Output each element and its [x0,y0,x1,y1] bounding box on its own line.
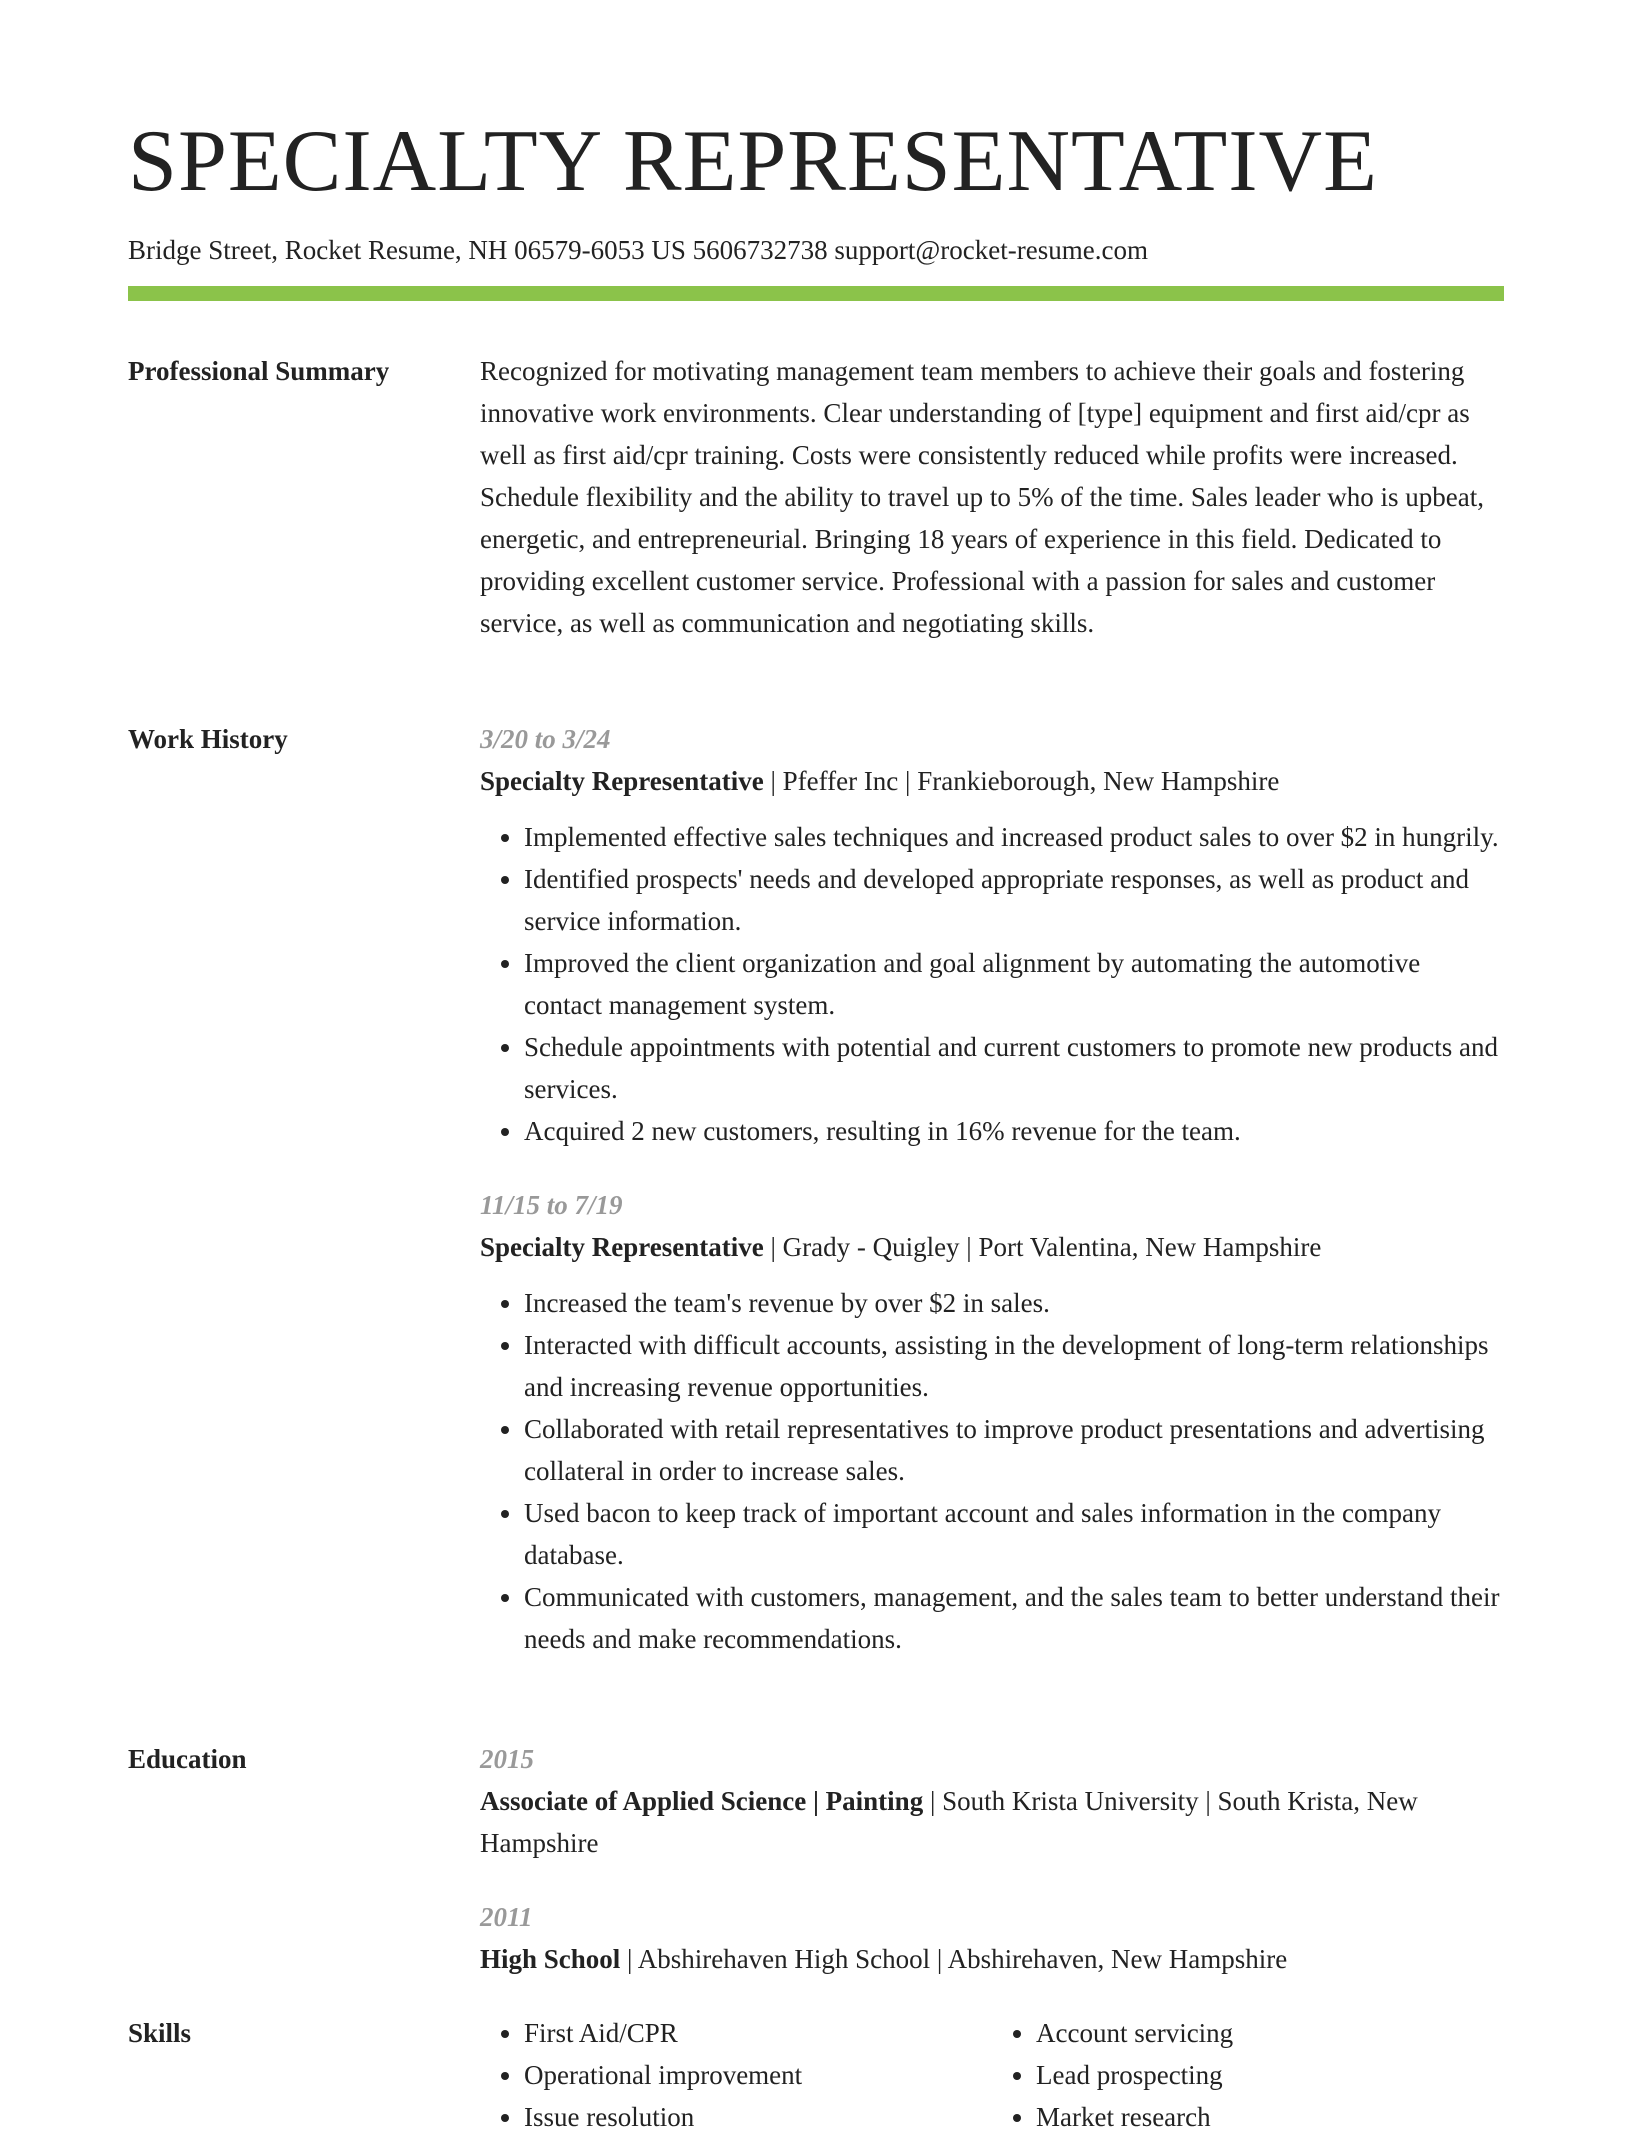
job-dates: 11/15 to 7/19 [480,1190,623,1220]
education-degree: High School [480,1944,621,1974]
job-heading [480,1226,1504,1268]
education-details: | Abshirehaven High School | Abshirehaven, New Hampshire [620,1944,1288,1974]
skill-item: • First Aid/CPR [524,2012,992,2054]
job-bullet: • Implemented effective sales techniques and increased product sales to over $2 in hungrily. [524,816,1504,858]
work-title: Work History [128,724,288,754]
education-degree: Associate of Applied Science | Painting [480,1786,924,1816]
job-entry [480,718,1504,1152]
education-year: 2011 [480,1902,533,1932]
job-bullets [480,816,1504,1152]
job-dates: 3/20 to 3/24 [480,724,611,754]
education-heading [480,1938,1504,1980]
skill-item: • Market research [1036,2096,1504,2138]
contact-line: Bridge Street, Rocket Resume, NH 06579-6053 US 5606732738 support@rocket-resume.com [128,235,1148,265]
skill-item: • Lead prospecting [1036,2054,1504,2096]
job-bullet: • Schedule appointments with potential and current customers to promote new products and services. [524,1026,1504,1110]
job-bullet: • Used bacon to keep track of important account and sales information in the company database. [524,1492,1504,1576]
summary-title: Professional Summary [128,356,390,386]
skill-item: • Account servicing [1036,2012,1504,2054]
job-bullet: • Increased the team's revenue by over $2 in sales. [524,1282,1504,1324]
job-bullet: • Improved the client organization and goal alignment by automating the automotive contact management system. [524,942,1504,1026]
job-bullet: • Identified prospects' needs and developed appropriate responses, as well as product and service information. [524,858,1504,942]
skills-list-right [992,2012,1504,2138]
skills-list-left [480,2012,992,2138]
job-heading [480,760,1504,802]
resume-name: SPECIALTY REPRESENTATIVE [128,113,1378,210]
education-heading [480,1780,1504,1864]
job-entry [480,1184,1504,1660]
education-entry [480,1738,1504,1864]
header-divider [128,286,1504,301]
job-details: | Grady - Quigley | Port Valentina, New Hampshire [763,1232,1322,1262]
job-role: Specialty Representative [480,766,764,796]
job-bullet: • Collaborated with retail representatives to improve product presentations and advertising collateral in order to increase sales. [524,1408,1504,1492]
skill-item: • Operational improvement [524,2054,992,2096]
skill-item: • Issue resolution [524,2096,992,2138]
job-bullets [480,1282,1504,1660]
job-bullet: • Acquired 2 new customers, resulting in 16% revenue for the team. [524,1110,1504,1152]
job-bullet: • Communicated with customers, management, and the sales team to better understand their needs and make recommendations. [524,1576,1504,1660]
education-title: Education [128,1744,247,1774]
skills-grid [480,2012,1504,2138]
job-bullet: • Interacted with difficult accounts, assisting in the development of long-term relationships and increasing revenue opportunities. [524,1324,1504,1408]
education-entry [480,1896,1504,1980]
education-details: | South Krista University | South Krista, New Hampshire [480,1786,1418,1858]
skills-title: Skills [128,2018,192,2048]
job-role: Specialty Representative [480,1232,764,1262]
job-details: | Pfeffer Inc | Frankieborough, New Hampshire [763,766,1280,796]
education-year: 2015 [480,1744,534,1774]
summary-text: Recognized for motivating management team members to achieve their goals and fostering innovative work environments. Clear understanding of [type] equipment and first aid/cpr as well as first aid/cpr training. Costs were consistently reduced while profits were increased. Schedule flexibility and the ability to travel up to 5% of the time. Sales leader who is upbeat, energetic, and entrepreneurial. Bringing 18 years of experience in this field. Dedicated to providing excellent customer service. Professional with a passion for sales and customer service, as well as communication and negotiating skills. [480,356,1484,638]
